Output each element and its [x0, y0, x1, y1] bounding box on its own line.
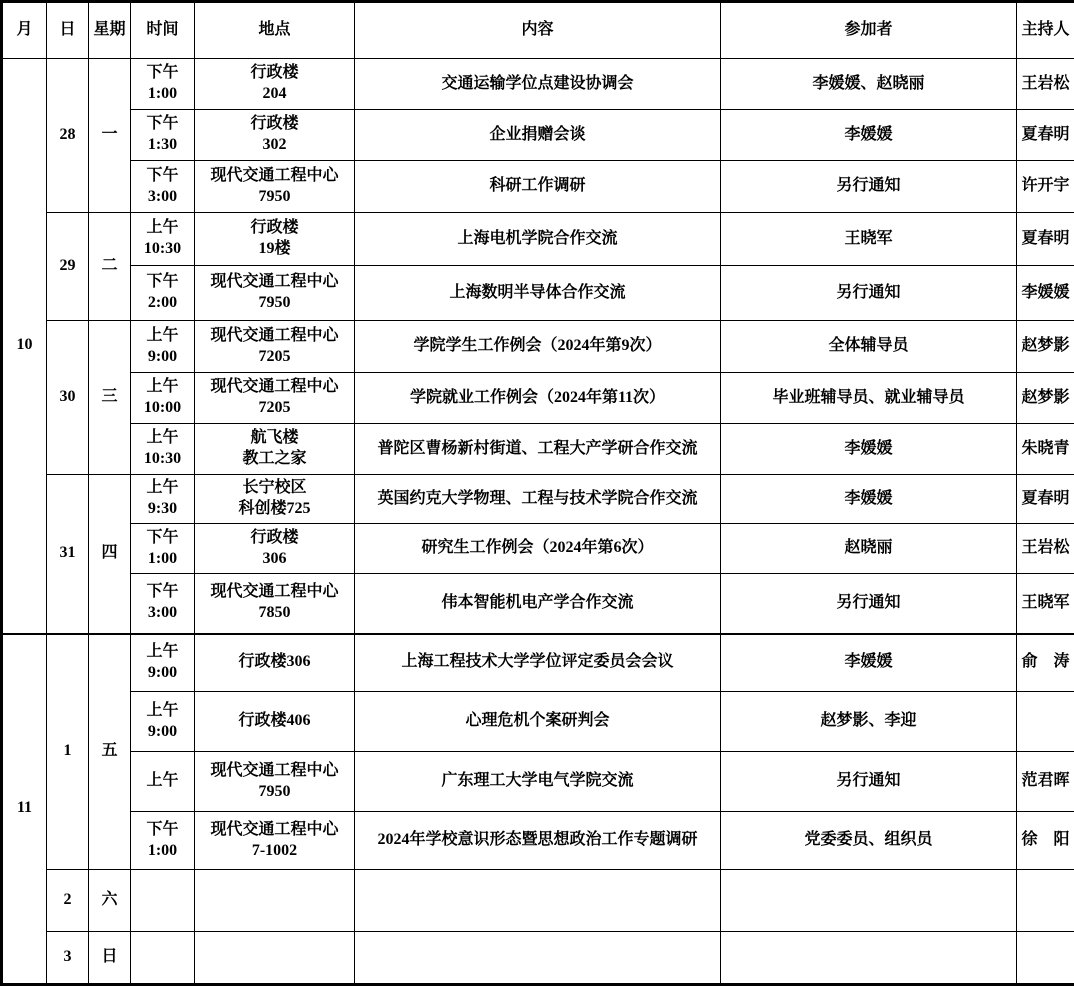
host-cell: 俞 涛 — [1017, 634, 1074, 692]
table-row — [2, 524, 1074, 574]
table-row — [2, 373, 1074, 424]
participants-cell: 另行通知 — [721, 161, 1017, 213]
time-period: 下午 — [146, 583, 179, 601]
time-period: 下午 — [146, 528, 179, 546]
table-row — [2, 752, 1074, 812]
host-cell: 赵梦影 — [1017, 321, 1074, 373]
content-cell: 上海工程技术大学学位评定委员会会议 — [355, 634, 721, 692]
location-line1: 行政楼306 — [238, 653, 311, 671]
location-line1: 现代交通工程中心 — [210, 583, 339, 601]
content-cell: 心理危机个案研判会 — [355, 692, 721, 752]
header-time: 时间 — [131, 2, 195, 59]
host-cell: 范君晖 — [1017, 752, 1074, 812]
day-cell: 29 — [47, 213, 89, 321]
time-cell — [131, 574, 195, 634]
weekday-cell: 六 — [89, 870, 131, 932]
location-line2: 302 — [262, 136, 287, 153]
time-clock: 10:00 — [143, 399, 182, 416]
content-cell: 企业捐赠会谈 — [355, 110, 721, 161]
content-cell: 上海数明半导体合作交流 — [355, 266, 721, 321]
participants-cell: 李媛媛 — [721, 475, 1017, 524]
weekday-cell: 三 — [89, 321, 131, 475]
time-period: 下午 — [146, 115, 179, 133]
month-cell: 10 — [2, 59, 47, 634]
time-clock: 1:30 — [147, 136, 178, 153]
location-cell — [195, 266, 355, 321]
time-clock: 10:30 — [143, 450, 182, 467]
host-cell — [1017, 932, 1074, 985]
content-cell: 伟本智能机电产学合作交流 — [355, 574, 721, 634]
time-period: 下午 — [146, 273, 179, 291]
table-row — [2, 266, 1074, 321]
header-month: 月 — [2, 2, 47, 59]
table-row — [2, 424, 1074, 475]
location-cell — [195, 812, 355, 870]
day-cell: 1 — [47, 634, 89, 870]
time-period: 上午 — [146, 326, 179, 344]
table-row — [2, 870, 1074, 932]
location-cell — [195, 59, 355, 110]
time-cell — [131, 692, 195, 752]
location-cell — [195, 321, 355, 373]
time-cell — [131, 752, 195, 812]
location-line1: 行政楼 — [250, 115, 299, 133]
location-cell — [195, 574, 355, 634]
participants-cell: 党委委员、组织员 — [721, 812, 1017, 870]
location-line2: 7205 — [258, 347, 291, 365]
table-row — [2, 161, 1074, 213]
time-clock: 3:00 — [147, 604, 178, 622]
location-line1: 现代交通工程中心 — [210, 761, 339, 779]
time-clock: 1:00 — [147, 85, 178, 102]
weekday-cell: 一 — [89, 59, 131, 213]
content-cell: 交通运输学位点建设协调会 — [355, 59, 721, 110]
location-cell — [195, 752, 355, 812]
participants-cell: 另行通知 — [721, 574, 1017, 634]
time-clock: 9:00 — [147, 663, 178, 681]
location-line1: 行政楼 — [250, 64, 299, 82]
location-line1: 现代交通工程中心 — [210, 820, 339, 838]
location-line2: 7950 — [258, 187, 291, 205]
header-location: 地点 — [195, 2, 355, 59]
time-period: 上午 — [146, 378, 179, 396]
time-cell — [131, 524, 195, 574]
time-clock: 9:00 — [147, 722, 178, 740]
table-row — [2, 692, 1074, 752]
location-line1: 现代交通工程中心 — [210, 378, 339, 396]
location-line1: 行政楼 — [250, 528, 299, 546]
time-clock: 1:00 — [147, 841, 178, 859]
time-clock: 3:00 — [147, 187, 178, 205]
time-cell — [131, 110, 195, 161]
table-row — [2, 574, 1074, 634]
header-row — [2, 2, 1074, 59]
location-line2: 7205 — [258, 399, 291, 416]
participants-cell: 赵梦影、李迎 — [721, 692, 1017, 752]
location-line1: 现代交通工程中心 — [210, 166, 339, 184]
location-cell — [195, 932, 355, 985]
header-weekday: 星期 — [89, 2, 131, 59]
host-cell: 王岩松 — [1017, 524, 1074, 574]
location-cell — [195, 870, 355, 932]
time-clock: 10:30 — [143, 240, 182, 257]
table-row — [2, 475, 1074, 524]
table-row — [2, 110, 1074, 161]
content-cell: 科研工作调研 — [355, 161, 721, 213]
header-day: 日 — [47, 2, 89, 59]
location-line2: 教工之家 — [242, 450, 307, 467]
location-cell — [195, 110, 355, 161]
day-cell: 31 — [47, 475, 89, 634]
time-clock: 2:00 — [147, 294, 178, 311]
location-cell — [195, 213, 355, 266]
content-cell: 上海电机学院合作交流 — [355, 213, 721, 266]
location-cell — [195, 161, 355, 213]
participants-cell: 李媛媛 — [721, 634, 1017, 692]
location-line1: 航飞楼 — [250, 429, 299, 447]
content-cell: 普陀区曹杨新村街道、工程大产学研合作交流 — [355, 424, 721, 475]
participants-cell — [721, 932, 1017, 985]
participants-cell: 另行通知 — [721, 266, 1017, 321]
time-period: 上午 — [146, 772, 179, 790]
host-cell: 许开宇 — [1017, 161, 1074, 213]
day-cell: 2 — [47, 870, 89, 932]
location-line1: 现代交通工程中心 — [210, 326, 339, 344]
location-line2: 19楼 — [258, 240, 291, 257]
content-cell — [355, 932, 721, 985]
host-cell: 夏春明 — [1017, 213, 1074, 266]
weekday-cell: 二 — [89, 213, 131, 321]
location-cell — [195, 475, 355, 524]
participants-cell: 李媛媛、赵晓丽 — [721, 59, 1017, 110]
location-line2: 科创楼725 — [238, 500, 311, 517]
time-cell — [131, 932, 195, 985]
weekday-cell: 日 — [89, 932, 131, 985]
location-line1: 行政楼 — [250, 219, 299, 237]
location-line1: 现代交通工程中心 — [210, 273, 339, 291]
participants-cell — [721, 870, 1017, 932]
host-cell: 夏春明 — [1017, 475, 1074, 524]
location-cell — [195, 524, 355, 574]
content-cell: 广东理工大学电气学院交流 — [355, 752, 721, 812]
time-cell — [131, 59, 195, 110]
participants-cell: 李媛媛 — [721, 110, 1017, 161]
host-cell — [1017, 692, 1074, 752]
table-row — [2, 634, 1074, 692]
table-row — [2, 321, 1074, 373]
time-clock: 1:00 — [147, 549, 178, 567]
day-cell: 3 — [47, 932, 89, 985]
weekday-cell: 四 — [89, 475, 131, 634]
participants-cell: 李媛媛 — [721, 424, 1017, 475]
participants-cell: 全体辅导员 — [721, 321, 1017, 373]
weekday-cell: 五 — [89, 634, 131, 870]
time-period: 下午 — [146, 820, 179, 838]
participants-cell: 赵晓丽 — [721, 524, 1017, 574]
time-period: 上午 — [146, 429, 179, 447]
time-clock: 9:30 — [147, 500, 178, 517]
location-cell — [195, 634, 355, 692]
location-line2: 204 — [262, 85, 287, 102]
time-cell — [131, 213, 195, 266]
time-cell — [131, 373, 195, 424]
time-cell — [131, 424, 195, 475]
location-line2: 7-1002 — [251, 841, 298, 859]
time-period: 下午 — [146, 64, 179, 82]
host-cell: 王岩松 — [1017, 59, 1074, 110]
time-clock: 9:00 — [147, 347, 178, 365]
month-cell: 11 — [2, 634, 47, 985]
host-cell: 徐 阳 — [1017, 812, 1074, 870]
time-cell — [131, 475, 195, 524]
content-cell — [355, 870, 721, 932]
table-row — [2, 812, 1074, 870]
time-cell — [131, 634, 195, 692]
content-cell: 研究生工作例会（2024年第6次） — [355, 524, 721, 574]
location-line1: 行政楼406 — [238, 712, 311, 730]
host-cell: 夏春明 — [1017, 110, 1074, 161]
participants-cell: 王晓军 — [721, 213, 1017, 266]
time-period: 上午 — [146, 701, 179, 719]
location-cell — [195, 692, 355, 752]
host-cell: 赵梦影 — [1017, 373, 1074, 424]
time-period: 上午 — [146, 642, 179, 660]
participants-cell: 另行通知 — [721, 752, 1017, 812]
location-line2: 7850 — [258, 604, 291, 622]
host-cell: 朱晓青 — [1017, 424, 1074, 475]
location-line2: 7950 — [258, 294, 291, 311]
location-line2: 306 — [262, 549, 287, 567]
header-participants: 参加者 — [721, 2, 1017, 59]
location-cell — [195, 373, 355, 424]
table-row — [2, 59, 1074, 110]
table-row — [2, 932, 1074, 985]
day-cell: 30 — [47, 321, 89, 475]
time-cell — [131, 266, 195, 321]
host-cell: 王晓军 — [1017, 574, 1074, 634]
header-content: 内容 — [355, 2, 721, 59]
time-period: 上午 — [146, 219, 179, 237]
time-cell — [131, 321, 195, 373]
header-host: 主持人 — [1017, 2, 1074, 59]
day-cell: 28 — [47, 59, 89, 213]
location-line1: 长宁校区 — [242, 479, 307, 497]
time-cell — [131, 161, 195, 213]
time-period: 上午 — [146, 479, 179, 497]
participants-cell: 毕业班辅导员、就业辅导员 — [721, 373, 1017, 424]
location-cell — [195, 424, 355, 475]
host-cell: 李媛媛 — [1017, 266, 1074, 321]
table-row — [2, 213, 1074, 266]
content-cell: 学院就业工作例会（2024年第11次） — [355, 373, 721, 424]
host-cell — [1017, 870, 1074, 932]
time-cell — [131, 812, 195, 870]
time-period: 下午 — [146, 166, 179, 184]
content-cell: 2024年学校意识形态暨思想政治工作专题调研 — [355, 812, 721, 870]
time-cell — [131, 870, 195, 932]
location-line2: 7950 — [258, 782, 291, 800]
content-cell: 英国约克大学物理、工程与技术学院合作交流 — [355, 475, 721, 524]
content-cell: 学院学生工作例会（2024年第9次） — [355, 321, 721, 373]
